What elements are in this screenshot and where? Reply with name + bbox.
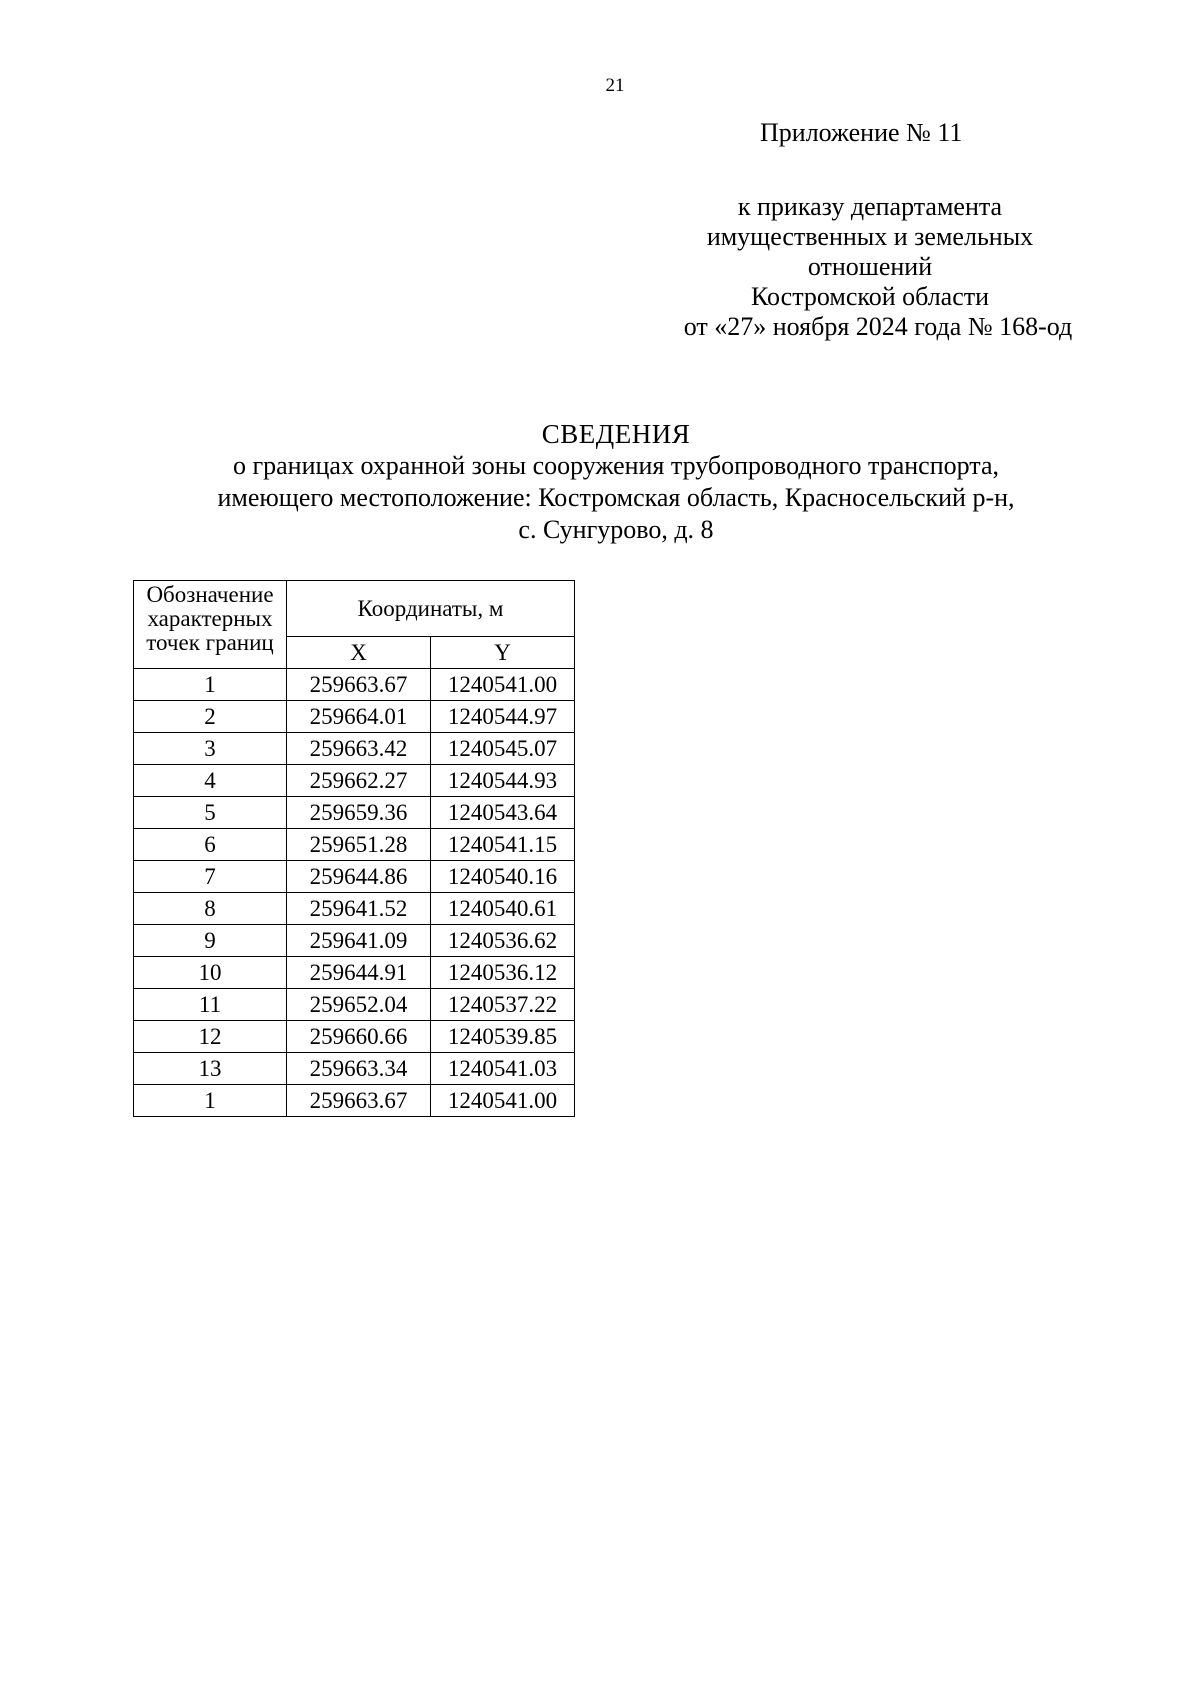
table-row: [134, 829, 575, 861]
cell-y: 1240540.61: [431, 893, 575, 925]
cell-point: 8: [134, 893, 287, 925]
cell-point: 12: [134, 1021, 287, 1053]
cell-y: 1240544.97: [431, 701, 575, 733]
table-row: [134, 925, 575, 957]
cell-point: 2: [134, 701, 287, 733]
order-ref-line: Костромской области: [750, 282, 990, 311]
header-point-line: характерных: [147, 606, 273, 631]
cell-x: 259641.09: [287, 925, 431, 957]
cell-x: 259663.67: [287, 669, 431, 701]
page-number: 21: [605, 75, 625, 96]
cell-point: 1: [134, 1085, 287, 1117]
cell-x: 259663.42: [287, 733, 431, 765]
cell-point: 4: [134, 765, 287, 797]
header-coordinates: Координаты, м: [287, 581, 575, 637]
order-reference: [620, 192, 1120, 342]
cell-point: 3: [134, 733, 287, 765]
cell-y: 1240541.00: [431, 669, 575, 701]
cell-point: 5: [134, 797, 287, 829]
table-row: [134, 765, 575, 797]
header-y: Y: [431, 637, 575, 669]
cell-point: 1: [134, 669, 287, 701]
table-row: [134, 669, 575, 701]
cell-x: 259644.86: [287, 861, 431, 893]
header-point-designation: [134, 581, 287, 669]
cell-point: 7: [134, 861, 287, 893]
cell-point: 6: [134, 829, 287, 861]
table-row: [134, 957, 575, 989]
cell-y: 1240541.03: [431, 1053, 575, 1085]
cell-x: 259651.28: [287, 829, 431, 861]
heading-line: о границах охранной зоны сооружения трубопроводного транспорта,: [232, 451, 1000, 480]
cell-point: 9: [134, 925, 287, 957]
header-point-line: Обозначение: [146, 582, 274, 607]
cell-x: 259664.01: [287, 701, 431, 733]
header-point-line: точек границ: [146, 630, 274, 655]
order-date: от «27» ноября 2024 года № 168-од: [683, 312, 1073, 341]
cell-y: 1240539.85: [431, 1021, 575, 1053]
cell-x: 259659.36: [287, 797, 431, 829]
order-ref-line: к приказу департамента: [737, 192, 1003, 221]
cell-y: 1240544.93: [431, 765, 575, 797]
cell-x: 259652.04: [287, 989, 431, 1021]
heading-line: имеющего местоположение: Костромская область, Красносельский р-н,: [217, 483, 1015, 512]
header-x: X: [287, 637, 431, 669]
table-row: [134, 1021, 575, 1053]
order-ref-line: имущественных и земельных: [706, 222, 1034, 251]
cell-y: 1240543.64: [431, 797, 575, 829]
table-row: [134, 893, 575, 925]
table-row: [134, 733, 575, 765]
coordinates-table: [133, 580, 575, 1117]
cell-y: 1240545.07: [431, 733, 575, 765]
cell-x: 259660.66: [287, 1021, 431, 1053]
cell-y: 1240537.22: [431, 989, 575, 1021]
appendix-title: Приложение № 11: [760, 118, 963, 147]
cell-y: 1240541.15: [431, 829, 575, 861]
cell-point: 10: [134, 957, 287, 989]
table-row: [134, 1053, 575, 1085]
table-row: [134, 701, 575, 733]
document-heading: [0, 418, 1200, 546]
cell-point: 13: [134, 1053, 287, 1085]
cell-x: 259641.52: [287, 893, 431, 925]
cell-x: 259644.91: [287, 957, 431, 989]
table-row: [134, 989, 575, 1021]
table-row: [134, 797, 575, 829]
heading-line: с. Сунгурово, д. 8: [518, 515, 714, 544]
table-row: [134, 1085, 575, 1117]
cell-y: 1240541.00: [431, 1085, 575, 1117]
document-title: СВЕДЕНИЯ: [541, 419, 691, 449]
cell-x: 259663.34: [287, 1053, 431, 1085]
order-ref-line: отношений: [807, 252, 933, 281]
table-row: [134, 861, 575, 893]
cell-point: 11: [134, 989, 287, 1021]
cell-x: 259663.67: [287, 1085, 431, 1117]
cell-x: 259662.27: [287, 765, 431, 797]
cell-y: 1240536.12: [431, 957, 575, 989]
cell-y: 1240536.62: [431, 925, 575, 957]
cell-y: 1240540.16: [431, 861, 575, 893]
